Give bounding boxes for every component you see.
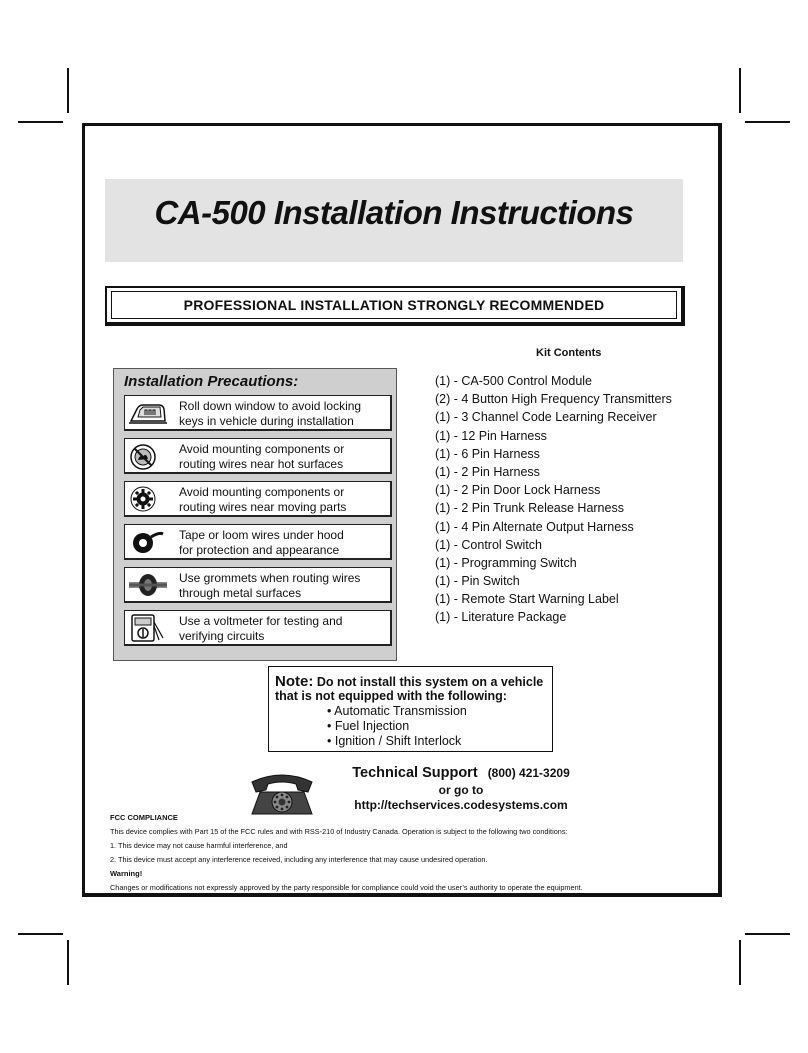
precaution-text-line: for protection and appearance [179,542,340,557]
support-label: Technical Support [352,765,478,781]
kit-item: (1) - Remote Start Warning Label [435,592,619,607]
fcc-warning-title: Warning! [110,869,143,878]
crop-mark [745,121,790,123]
note-requirement: • Fuel Injection [327,719,410,733]
precaution-text-line: Use a voltmeter for testing and [179,614,343,628]
note-text: that is not equipped with the following: [275,689,507,703]
precaution-item [124,481,392,517]
crop-mark [739,68,741,113]
kit-item: (1) - 2 Pin Door Lock Harness [435,483,601,498]
voltmeter-icon [129,614,167,642]
crop-mark [739,940,741,985]
precaution-item [124,438,392,474]
precautions-panel [113,368,397,661]
precaution-text-line: keys in vehicle during installation [179,413,354,428]
fcc-condition: 1. This device may not cause harmful interference, and [110,841,288,850]
support-or-go-to: or go to [438,783,484,797]
page-title: CA-500 Installation Instructions [154,194,634,231]
support-phone: (800) 421-3209 [487,766,570,780]
precaution-item [124,524,392,560]
fcc-warning-text: Changes or modifications not expressly approved by the party responsible for compliance could void the user’s authority to operate the equipment. [110,883,583,892]
precaution-text-line: Avoid mounting components or [179,442,345,456]
kit-item: (1) - 4 Pin Alternate Output Harness [435,519,634,534]
support-url[interactable]: http://techservices.codesystems.com [354,798,568,812]
kit-item: (1) - Control Switch [435,537,542,552]
hot-surface-icon [129,442,167,470]
note-requirement: • Ignition / Shift Interlock [327,734,462,748]
tape-roll-icon [129,528,167,556]
kit-contents-list [435,372,672,627]
note-box [268,666,553,752]
kit-item: (2) - 4 Button High Frequency Transmitters [435,392,672,407]
kit-item: (1) - Literature Package [435,610,567,625]
kit-item: (1) - 3 Channel Code Learning Receiver [435,410,657,425]
precaution-text-line: routing wires near moving parts [179,499,347,514]
crop-mark [745,933,790,935]
precaution-text-line: Use grommets when routing wires [179,571,361,585]
fcc-intro: This device complies with Part 15 of the FCC rules and with RSS-210 of Industry Canada. Operation is subject to the following two conditions: [110,827,568,836]
fcc-compliance [110,812,710,896]
kit-contents-heading: Kit Contents [536,347,602,359]
recommendation-box [105,286,685,326]
precaution-text-line: through metal surfaces [179,585,302,600]
note-label: Note: [275,673,314,690]
gear-icon [129,485,167,513]
car-window-icon [129,399,167,427]
telephone-icon [248,772,316,816]
kit-item: (1) - CA-500 Control Module [435,374,593,388]
crop-mark [18,933,63,935]
kit-item: (1) - 2 Pin Harness [435,464,540,479]
crop-mark [67,68,69,113]
recommendation-text: PROFESSIONAL INSTALLATION STRONGLY RECOMMENDED [111,291,677,319]
kit-item: (1) - 6 Pin Harness [435,446,540,461]
kit-item: (1) - Programming Switch [435,555,577,570]
precaution-text-line: Avoid mounting components or [179,485,345,499]
precaution-item [124,610,392,646]
kit-item: (1) - 12 Pin Harness [435,428,547,443]
precaution-item [124,567,392,603]
note-text: Do not install this system on a vehicle [316,675,544,689]
precaution-text-line: Roll down window to avoid locking [179,399,362,413]
precaution-text-line: Tape or loom wires under hood [179,528,344,542]
crop-mark [67,940,69,985]
precaution-text-line: verifying circuits [179,628,265,643]
grommet-icon [129,571,167,599]
precaution-item [124,395,392,431]
note-requirements-list [327,704,467,749]
note-requirement: • Automatic Transmission [327,704,467,718]
fcc-title: FCC COMPLIANCE [110,813,178,822]
kit-item: (1) - 2 Pin Trunk Release Harness [435,501,624,516]
precautions-heading: Installation Precautions: [124,373,299,390]
fcc-condition: 2. This device must accept any interference received, including any interference that may cause undesired operation. [110,855,488,864]
precaution-text-line: routing wires near hot surfaces [179,456,344,471]
technical-support [326,764,596,813]
crop-mark [18,121,63,123]
kit-item: (1) - Pin Switch [435,574,520,589]
